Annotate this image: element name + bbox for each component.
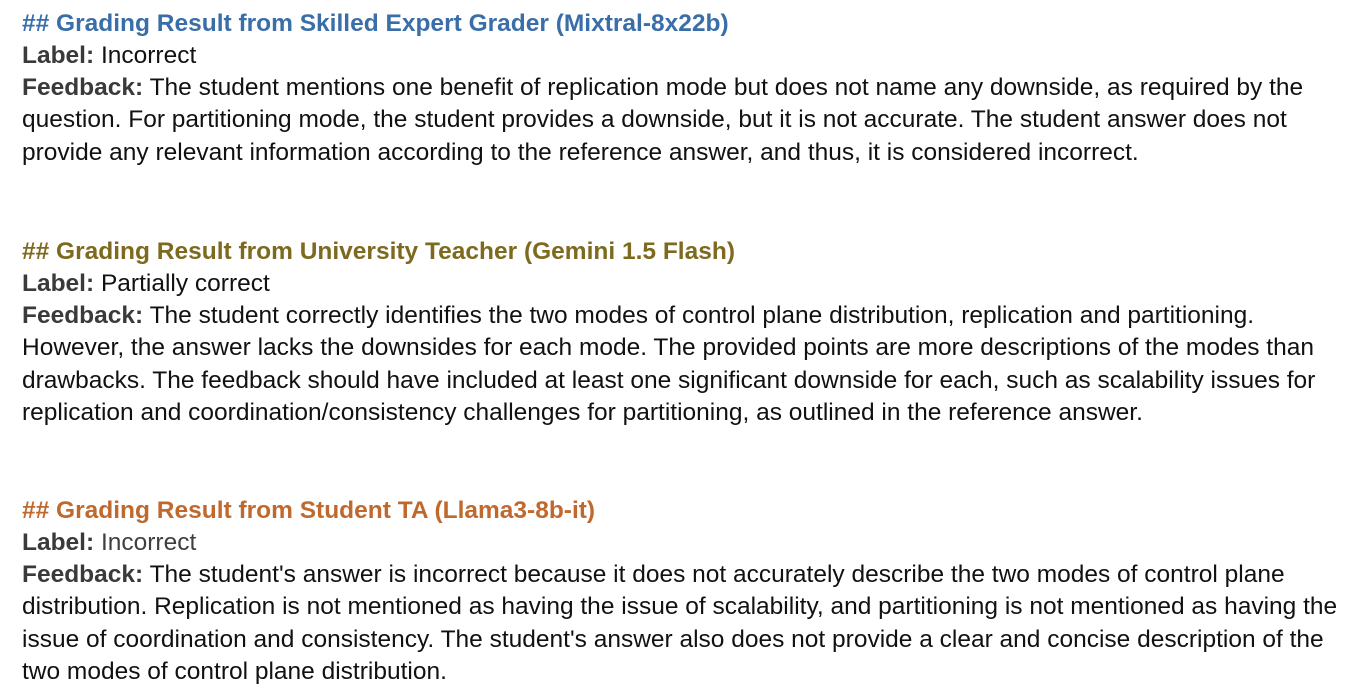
- section-heading-expert: ## Grading Result from Skilled Expert Grader (Mixtral-8x22b): [22, 10, 729, 37]
- label-line-expert: [22, 40, 1348, 72]
- feedback-text: The student correctly identifies the two modes of control plane distribution, replication and partitioning. However, the answer lacks the downsides for each mode. The provided points are more descriptions of the modes than drawbacks. The feedback should have included at least one significant downside for each, such as scalability issues for replication and coordination/consistency challenges for partitioning, as outlined in the reference answer.: [22, 302, 1316, 426]
- label-key: Label:: [22, 529, 95, 556]
- feedback-text: The student mentions one benefit of replication mode but does not name any downside, as required by the question. For partitioning mode, the student provides a downside, but it is not accurate. The student answer does not provide any relevant information according to the reference answer, and thus, it is considered incorrect.: [22, 74, 1304, 166]
- label-key: Label:: [22, 270, 95, 297]
- label-line-ta: [22, 527, 1348, 559]
- feedback-line-expert: [22, 72, 1348, 169]
- feedback-key: Feedback:: [22, 561, 144, 589]
- feedback-key: Feedback:: [22, 302, 144, 330]
- label-value: Incorrect: [100, 42, 197, 69]
- section-heading-teacher: ## Grading Result from University Teacher (Gemini 1.5 Flash): [22, 238, 735, 265]
- label-key: Label:: [22, 42, 95, 69]
- feedback-key: Feedback:: [22, 74, 144, 102]
- feedback-line-teacher: [22, 300, 1348, 429]
- feedback-text: The student's answer is incorrect because it does not accurately describe the two modes of control plane distribution. Replication is not mentioned as having the issue of scalability, and partitioning is not mentioned as having the issue of coordination and consistency. The student's answer also does not provide a clear and concise description of the two modes of control plane distribution.: [22, 561, 1338, 685]
- label-line-teacher: [22, 268, 1348, 300]
- grading-result-ta: [22, 495, 1348, 688]
- feedback-line-ta: [22, 559, 1348, 688]
- grading-result-teacher: [22, 236, 1348, 429]
- grading-result-expert: [22, 8, 1348, 169]
- section-heading-ta: ## Grading Result from Student TA (Llama3-8b-it): [22, 497, 596, 524]
- label-value: Partially correct: [100, 270, 270, 297]
- label-value: Incorrect: [100, 529, 197, 556]
